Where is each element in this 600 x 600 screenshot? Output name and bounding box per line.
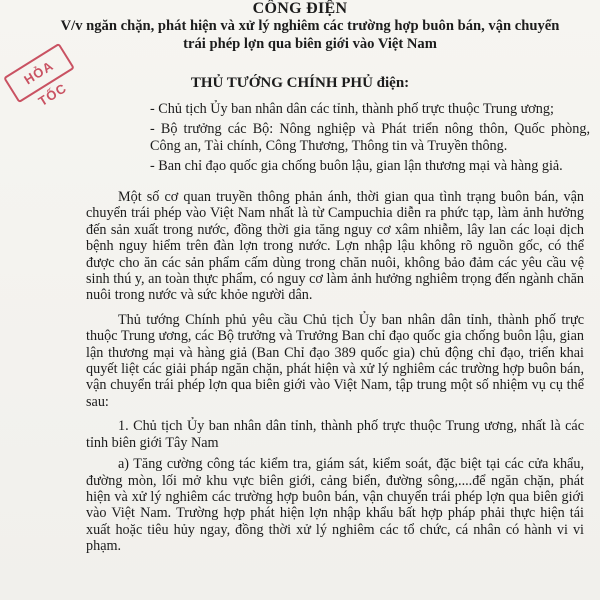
body-paragraph: Một số cơ quan truyền thông phản ánh, thời gian qua tình trạng buôn bán, vận chuyển trái phép vào Việt Nam nhất là từ Campuchia diễn ra phức tạp, làm ảnh hưởng đến sản xuất trong nước, đồng thời gia tăng nguy cơ xâm nhiễm, lây lan các loại dịch bệnh nguy hiểm trên đàn lợn trong nước. Lợn nhập lậu không rõ nguồn gốc, có thể được cho ăn các sản phẩm cấm dùng trong chăn nuôi, không bảo đảm các yêu cầu vệ sinh thú y, an toàn thực phẩm, có nguy cơ làm ảnh hưởng nghiêm trọng đến ngành chăn nuôi trong nước và sức khỏe người dân.: [86, 189, 584, 304]
document-subject: [40, 17, 580, 53]
recipients-list: [150, 101, 590, 178]
subject-line-1: V/v ngăn chặn, phát hiện và xử lý nghiêm các trường hợp buôn bán, vận chuyển: [60, 18, 560, 34]
body-paragraph: a) Tăng cường công tác kiểm tra, giám sát, kiểm soát, đặc biệt tại các cửa khẩu, đường mòn, lối mở khu vực biên giới, cảng biển, đường sông,....để ngăn chặn, phát hiện và xử lý nghiêm các trường hợp buôn bán, vận chuyển trái phép lợn qua biên giới vào Việt Nam. Trường hợp phát hiện lợn nhập khẩu bất hợp pháp phải thực hiện tái xuất hoặc tiêu hủy ngay, đồng thời xử lý nghiêm các tổ chức, cá nhân có hành vi vi phạm.: [86, 456, 584, 555]
document-heading: THỦ TƯỚNG CHÍNH PHỦ điện:: [190, 75, 410, 91]
document-type-title: CÔNG ĐIỆN: [252, 0, 348, 17]
subject-line-2: trái phép lợn qua biên giới vào Việt Nam: [183, 36, 437, 52]
document-body: [86, 189, 584, 563]
recipient-item: - Bộ trưởng các Bộ: Nông nghiệp và Phát triển nông thôn, Quốc phòng, Công an, Tài chính, Công Thương, Thông tin và Truyền thông.: [150, 121, 590, 154]
urgent-stamp: [3, 43, 75, 110]
recipient-item: - Ban chỉ đạo quốc gia chống buôn lậu, gian lận thương mại và hàng giả.: [150, 158, 563, 174]
body-paragraph: 1. Chủ tịch Ủy ban nhân dân tỉnh, thành phố trực thuộc Trung ương, nhất là các tỉnh biên giới Tây Nam: [86, 418, 584, 451]
urgent-stamp-text: HỎA TỐC: [21, 57, 70, 110]
recipient-item: - Chủ tịch Ủy ban nhân dân các tỉnh, thành phố trực thuộc Trung ương;: [150, 101, 554, 117]
body-paragraph: Thủ tướng Chính phủ yêu cầu Chủ tịch Ủy ban nhân dân tỉnh, thành phố trực thuộc Trung ương, các Bộ trưởng và Trưởng Ban chỉ đạo quốc gia chống buôn lậu, gian lận thương mại và hàng giả (Ban Chỉ đạo 389 quốc gia) chủ động chỉ đạo, triển khai quyết liệt các giải pháp ngăn chặn, phát hiện và xử lý nghiêm các trường hợp buôn bán, vận chuyển trái phép lợn qua biên giới vào Việt Nam, tập trung một số nhiệm vụ cụ thể sau:: [86, 311, 584, 410]
